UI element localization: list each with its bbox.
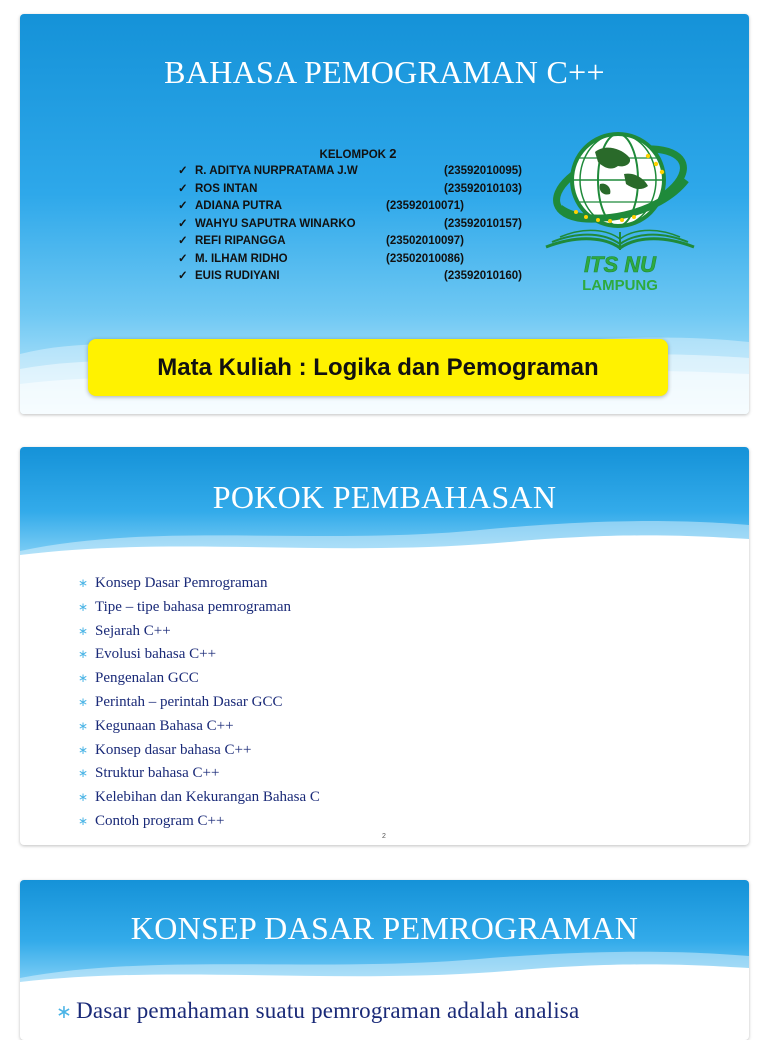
group-heading xyxy=(198,146,518,161)
member-row xyxy=(178,198,518,216)
bullet-icon: ∗ xyxy=(78,694,89,709)
slide-title: POKOK PEMBAHASAN xyxy=(212,479,557,515)
list-item xyxy=(78,786,320,810)
group-member-list xyxy=(178,146,523,286)
topic-text: Kelebihan dan Kekurangan Bahasa C xyxy=(95,789,320,806)
topic-text: Evolusi bahasa C++ xyxy=(95,646,217,663)
list-item xyxy=(78,691,320,715)
checkmark-icon: ✓ xyxy=(178,182,188,195)
bullet-icon: ∗ xyxy=(78,576,89,590)
topic-text: Struktur bahasa C++ xyxy=(95,765,220,782)
topics-slide xyxy=(20,447,749,845)
bullet-icon: ∗ xyxy=(56,1002,73,1023)
member-nim: (23592010160) xyxy=(444,270,523,282)
topic-list xyxy=(78,572,320,834)
group-label: KELOMPOK xyxy=(319,149,386,161)
member-row xyxy=(178,233,518,251)
topic-text: Pengenalan GCC xyxy=(95,670,199,687)
slide-title: KONSEP DASAR PEMROGRAMAN xyxy=(130,910,639,946)
title-slide xyxy=(20,14,749,414)
member-name: R. ADITYA NURPRATAMA J.W xyxy=(195,165,358,177)
concept-slide xyxy=(20,880,749,1040)
bullet-icon: ∗ xyxy=(78,623,89,638)
member-row xyxy=(178,216,523,234)
list-item xyxy=(78,810,320,834)
list-item xyxy=(78,620,320,644)
member-name: ADIANA PUTRA xyxy=(195,200,283,212)
member-nim: (23592010071) xyxy=(386,200,465,212)
member-row xyxy=(178,251,518,269)
topic-text: Konsep dasar bahasa C++ xyxy=(95,741,252,758)
list-item xyxy=(78,667,320,691)
page-number: 2 xyxy=(382,833,386,840)
member-nim: (23502010086) xyxy=(386,252,465,265)
topic-text: Kegunaan Bahasa C++ xyxy=(95,717,234,734)
member-row xyxy=(178,163,523,181)
logo-text-line2: LAMPUNG xyxy=(582,277,658,292)
course-banner: Mata Kuliah : Logika dan Pemograman xyxy=(88,339,668,396)
member-name: EUIS RUDIYANI xyxy=(195,270,280,282)
paragraph-text: Dasar pemahaman suatu pemrograman adalah analisa xyxy=(76,998,580,1023)
member-name: REFI RIPANGGA xyxy=(195,235,286,247)
member-nim: (23592010157) xyxy=(444,217,523,230)
topic-text: Perintah – perintah Dasar GCC xyxy=(95,693,283,710)
checkmark-icon: ✓ xyxy=(178,270,188,282)
bullet-icon: ∗ xyxy=(78,599,89,614)
logo-text-line1: ITS NU xyxy=(583,252,657,277)
wave-decoration xyxy=(20,942,749,982)
slide-title: BAHASA PEMOGRAMAN C++ xyxy=(164,54,605,90)
list-item xyxy=(78,643,320,667)
checkmark-icon: ✓ xyxy=(178,252,188,265)
bullet-icon: ∗ xyxy=(78,671,89,686)
list-item xyxy=(78,739,320,763)
member-name: ROS INTAN xyxy=(195,182,258,195)
member-name: WAHYU SAPUTRA WINARKO xyxy=(195,217,356,230)
checkmark-icon: ✓ xyxy=(178,165,188,177)
topic-text: Konsep Dasar Pemrograman xyxy=(95,575,268,591)
list-item xyxy=(78,715,320,739)
list-item xyxy=(78,596,320,620)
list-item xyxy=(78,762,320,786)
member-nim: (23592010103) xyxy=(444,182,523,195)
topic-text: Sejarah C++ xyxy=(95,622,171,639)
bullet-icon: ∗ xyxy=(78,790,89,805)
member-name: M. ILHAM RIDHO xyxy=(195,252,288,265)
body-text xyxy=(56,998,579,1024)
bullet-icon: ∗ xyxy=(78,742,89,757)
checkmark-icon: ✓ xyxy=(178,200,188,212)
bullet-icon: ∗ xyxy=(78,766,89,781)
group-number: 2 xyxy=(389,146,397,161)
bullet-icon: ∗ xyxy=(78,647,89,662)
topic-text: Tipe – tipe bahasa pemrograman xyxy=(95,598,292,615)
checkmark-icon: ✓ xyxy=(178,235,188,247)
list-item xyxy=(78,572,320,596)
member-nim: (23592010095) xyxy=(444,165,523,177)
member-row xyxy=(178,181,523,199)
its-nu-lampung-logo xyxy=(540,122,700,292)
member-nim: (23502010097) xyxy=(386,235,465,247)
bullet-icon: ∗ xyxy=(78,718,89,733)
topic-text: Contoh program C++ xyxy=(95,812,225,829)
checkmark-icon: ✓ xyxy=(178,217,188,230)
bullet-icon: ∗ xyxy=(78,813,89,828)
member-row xyxy=(178,268,523,286)
